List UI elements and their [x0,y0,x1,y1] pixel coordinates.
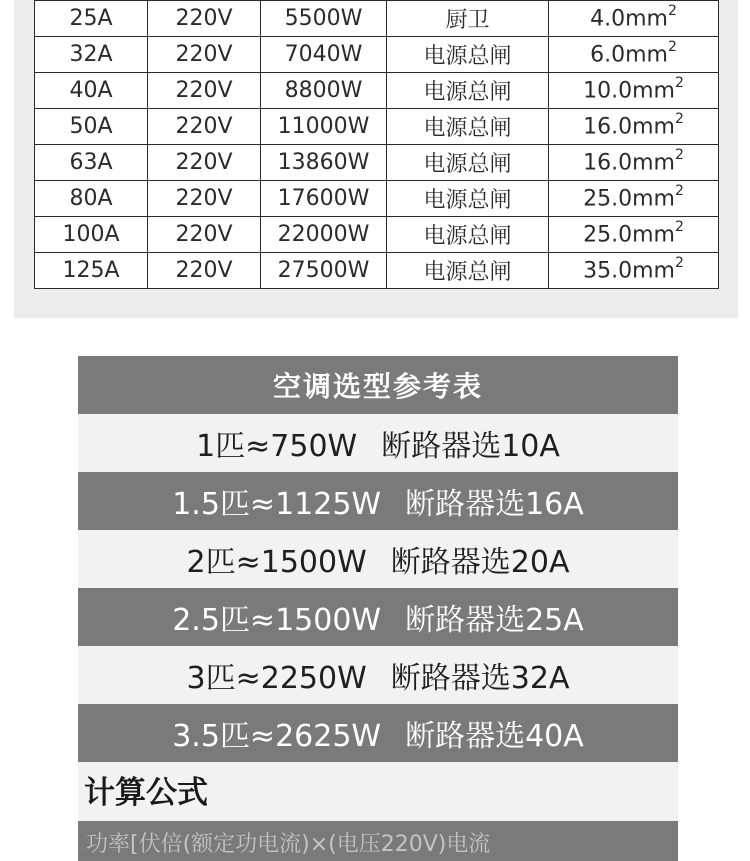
wire-unit-superscript: 2 [667,39,677,56]
ac-breaker: 断路器选10A [381,429,560,464]
cell-value: 电源总闸 [423,152,512,177]
table-cell-voltage [148,253,261,289]
table-row [35,217,719,253]
cell-value: 7040W [284,42,363,67]
wire-unit-superscript: 2 [674,75,684,92]
wire-unit-superscript: 2 [674,219,684,236]
ac-power: 1.5匹≈1125W [172,487,382,522]
table-cell-power [261,145,387,181]
table-cell-power [261,1,387,37]
cell-value: 6.0mm [590,42,668,68]
wire-unit-superscript: 2 [667,3,677,20]
cell-value: 25A [69,6,113,31]
cell-value: 25.0mm [583,222,675,248]
formula-heading: 计算公式 [78,762,678,817]
cell-value: 27500W [277,258,370,283]
cell-value: 220V [175,6,233,31]
ac-reference-panel [78,356,678,857]
breaker-spec-table-body [35,1,719,289]
table-cell-usage [387,217,549,253]
wire-unit-superscript: 2 [674,111,684,128]
cell-value: 220V [175,42,233,67]
table-cell-power [261,73,387,109]
table-cell-voltage [148,37,261,73]
cell-value: 13860W [277,150,370,175]
cell-value: 8800W [284,78,363,103]
cell-value: 11000W [277,114,370,139]
table-cell-power [261,37,387,73]
ac-reference-title: 空调选型参考表 [78,356,678,414]
table-cell-current [35,253,148,289]
cell-value: 厨卫 [445,8,490,33]
table-cell-voltage [148,181,261,217]
table-cell-usage [387,1,549,37]
ac-reference-rows [78,414,678,762]
cell-value: 电源总闸 [423,188,512,213]
table-cell-usage [387,181,549,217]
table-cell-power [261,253,387,289]
table-cell-wire [549,73,719,109]
cell-value: 电源总闸 [423,260,512,285]
ac-reference-row [78,472,678,530]
cell-value: 电源总闸 [423,80,512,105]
cell-value: 4.0mm [590,6,668,32]
table-cell-current [35,109,148,145]
cell-value: 40A [69,78,113,103]
cell-value: 17600W [277,186,370,211]
cell-value: 32A [69,42,113,67]
table-cell-usage [387,145,549,181]
table-cell-current [35,37,148,73]
ac-reference-row [78,588,678,646]
cell-value: 63A [69,150,113,175]
table-cell-current [35,217,148,253]
ac-power: 3匹≈2250W [186,661,367,696]
table-cell-power [261,181,387,217]
table-cell-wire [549,109,719,145]
table-row [35,37,719,73]
cell-value: 16.0mm [583,150,675,176]
ac-breaker: 断路器选32A [390,661,570,696]
cell-value: 25.0mm [583,186,675,212]
table-cell-current [35,145,148,181]
table-row [35,253,719,289]
ac-breaker: 断路器选25A [405,603,584,638]
ac-reference-row [78,704,678,762]
cell-value: 35.0mm [583,258,675,284]
table-cell-usage [387,73,549,109]
ac-power: 2匹≈1500W [186,545,367,580]
table-cell-voltage [148,145,261,181]
breaker-spec-table [34,0,719,289]
table-cell-current [35,73,148,109]
cell-value: 50A [69,114,113,139]
cell-value: 220V [175,186,233,211]
ac-reference-row [78,646,678,704]
cell-value: 220V [175,78,233,103]
cell-value: 100A [62,222,120,247]
wire-unit-superscript: 2 [674,147,684,164]
ac-breaker: 断路器选40A [405,719,584,754]
table-cell-usage [387,253,549,289]
cell-value: 电源总闸 [423,44,512,69]
cell-value: 80A [69,186,113,211]
table-cell-wire [549,181,719,217]
cell-value: 220V [175,150,233,175]
table-cell-power [261,109,387,145]
ac-power: 1匹≈750W [196,429,358,464]
ac-breaker: 断路器选16A [405,487,584,522]
table-cell-wire [549,253,719,289]
cell-value: 10.0mm [583,78,675,104]
cell-value: 电源总闸 [423,116,512,141]
table-cell-voltage [148,1,261,37]
formula-text-strip [78,821,678,861]
cell-value: 22000W [277,222,370,247]
table-cell-usage [387,37,549,73]
table-cell-usage [387,109,549,145]
table-cell-power [261,217,387,253]
table-cell-wire [549,145,719,181]
table-cell-current [35,1,148,37]
table-cell-wire [549,37,719,73]
table-cell-voltage [148,217,261,253]
ac-power: 3.5匹≈2625W [172,719,382,754]
table-cell-voltage [148,73,261,109]
wire-unit-superscript: 2 [674,183,684,200]
cell-value: 220V [175,114,233,139]
table-row [35,145,719,181]
table-row [35,109,719,145]
table-cell-voltage [148,109,261,145]
table-row [35,73,719,109]
cell-value: 220V [175,258,233,283]
cell-value: 电源总闸 [423,224,512,249]
table-cell-wire [549,1,719,37]
table-cell-current [35,181,148,217]
formula-text: 功率[伏倍(额定功电流)×(电压220V)电流 [86,832,491,857]
ac-breaker: 断路器选20A [390,545,570,580]
table-cell-wire [549,217,719,253]
ac-power: 2.5匹≈1500W [172,603,382,638]
cell-value: 16.0mm [583,114,675,140]
wire-unit-superscript: 2 [674,255,684,272]
cell-value: 220V [175,222,233,247]
cell-value: 125A [62,258,120,283]
cell-value: 5500W [284,6,363,31]
ac-reference-row [78,414,678,472]
table-row [35,181,719,217]
table-row [35,1,719,37]
ac-reference-row [78,530,678,588]
